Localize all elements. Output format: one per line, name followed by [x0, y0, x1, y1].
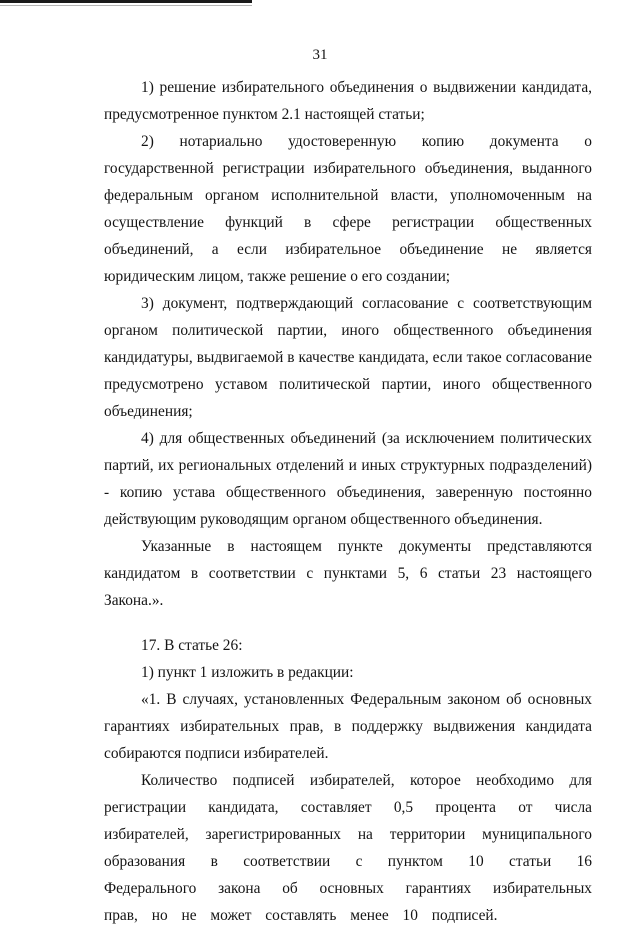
paragraph-2: 2) нотариально удостоверенную копию документа о государственной регистрации избирательного объединения, выданного федеральным органом исполнительной власти, уполномоченным на осуществление функций в сфере регистрации общественных объединений, а если избирательное объединение не является юридическим лицом, также решение о его создании;	[104, 133, 592, 285]
top-rule	[0, 0, 252, 3]
section-heading: 17. В статье 26:	[141, 637, 243, 654]
page-number: 31	[312, 47, 328, 63]
paragraph-1: 1) решение избирательного объединения о выдвижении кандидата, предусмотренное пунктом 2.1 настоящей статьи;	[104, 79, 592, 123]
paragraph-5: Указанные в настоящем пункте документы представляются кандидатом в соответствии с пунктами 5, 6 статьи 23 настоящего Закона.».	[104, 538, 592, 609]
document-body	[104, 74, 592, 929]
paragraph-3: 3) документ, подтверждающий согласование с соответствующим органом политической партии, иного общественного объединения кандидатуры, выдвигаемой в качестве кандидата, если такое согласование предусмотрено уставом политической партии, иного общественного объединения;	[104, 295, 592, 420]
paragraph-7: 1) пункт 1 изложить в редакции:	[141, 664, 354, 681]
paragraph-4: 4) для общественных объединений (за исключением политических партий, их региональных отделений и иных структурных подразделений) - копию устава общественного объединения, заверенную постоянно действующим руководящим органом общественного объединения.	[104, 430, 592, 528]
top-rule-thin	[0, 5, 252, 6]
paragraph-8: «1. В случаях, установленных Федеральным законом об основных гарантиях избирательных прав, в поддержку выдвижения кандидата собираются подписи избирателей.	[104, 691, 592, 762]
section-gap	[104, 614, 592, 632]
paragraph-9: Количество подписей избирателей, которое необходимо для регистрации кандидата, составляет 0,5 процента от числа избирателей, зарегистрированных на территории муниципального образования в соответствии с пунктом 10 статьи 16 Федерального закона об основных гарантиях избирательных прав, но не может составлять менее 10 подписей.	[104, 772, 592, 924]
